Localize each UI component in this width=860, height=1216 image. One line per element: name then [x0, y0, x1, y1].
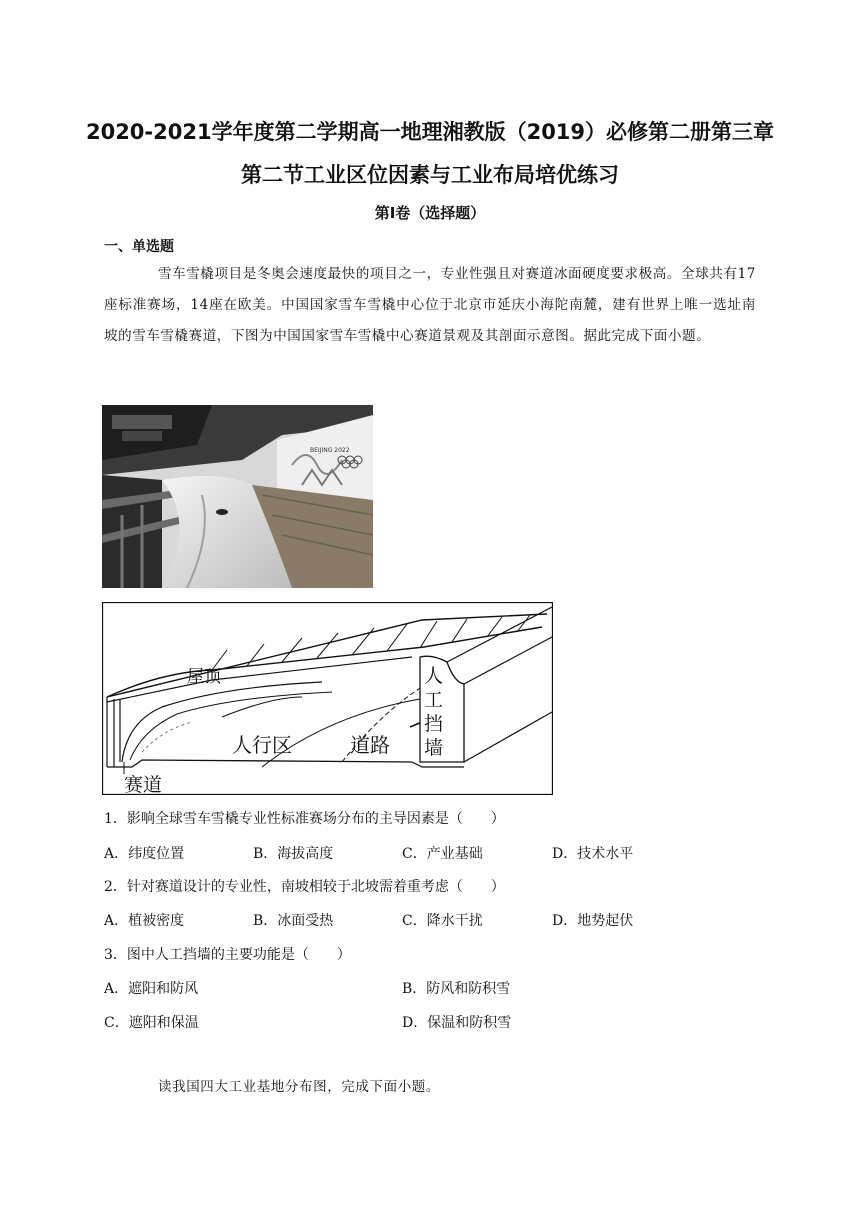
q2-option-b: B．冰面受热 — [253, 913, 334, 929]
label-track: 赛道 — [124, 774, 163, 795]
q3-option-c: C．遮阳和保温 — [104, 1015, 199, 1031]
q2-option-a: A．植被密度 — [104, 913, 185, 929]
q1-option-b: B．海拔高度 — [253, 846, 334, 862]
label-wall-4: 墙 — [424, 737, 444, 759]
doc-title-line2: 第二节工业区位因素与工业布局培优练习 — [241, 163, 619, 187]
label-wall-1: 人 — [424, 665, 444, 687]
track-photo — [102, 405, 373, 588]
question-3-stem: 3．图中人工挡墙的主要功能是（ ） — [104, 947, 351, 963]
q2-option-d: D．地势起伏 — [552, 913, 634, 929]
intro-paragraph: 雪车雪橇项目是冬奥会速度最快的项目之一，专业性强且对赛道冰面硬度要求极高。全球共有17座标准赛场，14座在欧美。中国国家雪车雪橇中心位于北京市延庆小海陀南麓，建有世界上唯一选址南坡的雪车雪橇赛道，下图为中国国家雪车雪橇中心赛道景观及其剖面示意图。据此完成下面小题。 — [104, 266, 756, 344]
cross-section-diagram — [102, 602, 553, 795]
q1-option-a: A．纬度位置 — [104, 846, 185, 862]
next-question-intro: 读我国四大工业基地分布图，完成下面小题。 — [158, 1079, 440, 1095]
question-1-stem: 1．影响全球雪车雪橇专业性标准赛场分布的主导因素是（ ） — [104, 811, 505, 827]
label-wall-3: 挡 — [424, 713, 444, 735]
doc-title-line1: 2020-2021学年度第二学期高一地理湘教版（2019）必修第二册第三章 — [85, 120, 775, 144]
label-wall-2: 工 — [424, 689, 444, 711]
label-roof: 屋顶 — [187, 667, 221, 687]
label-road: 道路 — [350, 733, 390, 757]
label-walkway: 人行区 — [232, 733, 292, 757]
volume-heading: 第Ⅰ卷（选择题） — [374, 204, 486, 222]
banner-text: BEIJING 2022 — [310, 447, 350, 454]
q1-option-d: D．技术水平 — [552, 846, 634, 862]
q3-option-b: B．防风和防积雪 — [402, 981, 511, 997]
q3-option-d: D．保温和防积雪 — [402, 1015, 512, 1031]
q2-option-c: C．降水干扰 — [402, 913, 483, 929]
question-2-stem: 2．针对赛道设计的专业性，南坡相较于北坡需着重考虑（ ） — [104, 879, 505, 895]
q1-option-c: C．产业基础 — [402, 846, 483, 862]
q3-option-a: A．遮阳和防风 — [104, 981, 199, 997]
section-heading: 一、单选题 — [104, 239, 174, 255]
